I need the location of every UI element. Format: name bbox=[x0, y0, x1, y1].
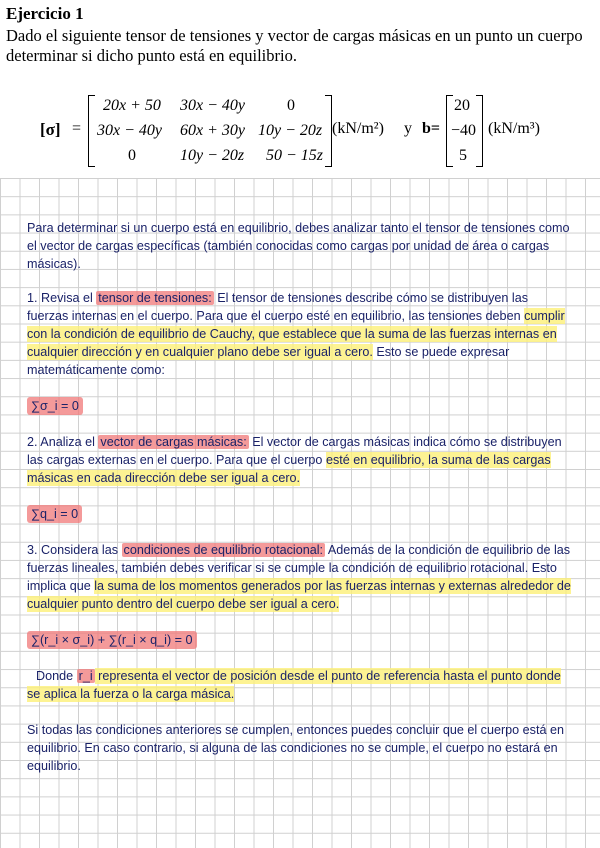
matrix-cell: 0 bbox=[287, 97, 295, 114]
stress-unit: (kN/m²) bbox=[332, 120, 384, 137]
matrix-cell: 60x + 30y bbox=[180, 122, 245, 139]
conclusion-paragraph: Si todas las condiciones anteriores se cumplen, entonces puedes concluir que el cuerpo está en equilibrio. En caso contrario, si alguna de las condiciones no se cumple, el cuerpo no estará en equilibrio. bbox=[27, 723, 564, 773]
matrix-cell: 20x + 50 bbox=[103, 97, 161, 114]
step-1-text: El tensor de tensiones describe cómo se distribuyen las fuerzas internas en el cuerpo. Para que el cuerpo esté en equilibrio, las tensiones deben bbox=[27, 291, 529, 323]
equals-sign: = bbox=[72, 120, 82, 137]
matrix-left-bracket bbox=[88, 95, 95, 167]
vector-right-bracket bbox=[476, 95, 483, 167]
vector-cell: −40 bbox=[451, 122, 477, 139]
vector-cell: 5 bbox=[459, 147, 467, 164]
step-2-term: vector de cargas másicas: bbox=[100, 435, 247, 449]
step-1-suffix: Esto se puede expresar matemáticamente como: bbox=[27, 345, 510, 377]
step-3-highlight: la suma de los momentos generados por las fuerzas internas y externas alrededor de cualquier punto dentro del cuerpo debe ser igual a cero. bbox=[27, 579, 571, 611]
intro-paragraph: Para determinar si un cuerpo está en equilibrio, debes analizar tanto el tensor de tensiones como el vector de cargas específicas (también conocidas como cargas por unidad de área o cargas másicas). bbox=[27, 221, 570, 271]
load-unit: (kN/m³) bbox=[488, 120, 540, 137]
matrix-cell: 0 bbox=[128, 147, 136, 164]
step-3-term: condiciones de equilibrio rotacional: bbox=[123, 543, 324, 557]
step-1-prefix: 1. Revisa el bbox=[27, 291, 97, 305]
matrix-right-bracket bbox=[325, 95, 332, 167]
step-2-text: El vector de cargas másicas indica cómo se distribuyen las cargas externas en el cuerpo. Para que el cuerpo bbox=[27, 435, 562, 467]
formula-load-sum: ∑q_i = 0 bbox=[27, 505, 82, 523]
step-1-paragraph bbox=[27, 289, 572, 379]
exercise-header bbox=[0, 0, 600, 178]
sigma-label: [σ] bbox=[40, 120, 61, 139]
step-2-paragraph bbox=[27, 433, 572, 487]
matrix-cell: 30x − 40y bbox=[180, 97, 245, 114]
step-2-highlight: esté en equilibrio, la suma de las cargas másicas en cada dirección debe ser igual a cero. bbox=[27, 453, 551, 485]
matrix-cell: 30x − 40y bbox=[97, 122, 162, 139]
formula-moment-sum: ∑(r_i × σ_i) + ∑(r_i × q_i) = 0 bbox=[27, 631, 197, 649]
step-3-paragraph bbox=[27, 541, 572, 613]
exercise-title: Ejercicio 1 bbox=[6, 4, 84, 23]
step-4-prefix: Donde bbox=[36, 669, 77, 683]
position-vector-term: r_i bbox=[78, 669, 93, 683]
matrix-cell: 50 − 15z bbox=[266, 147, 324, 164]
step-2-prefix: 2. Analiza el bbox=[27, 435, 99, 449]
step-4-highlight: representa el vector de posición desde el punto de referencia hasta el punto donde se aplica la fuerza o la carga másica. bbox=[27, 669, 561, 701]
formula-stress-sum: ∑σ_i = 0 bbox=[27, 397, 83, 415]
step-1-highlight: cumplir con la condición de equilibrio de Cauchy, que establece que la suma de las fuerzas internas en cualquier dirección y en cualquier plano debe ser igual a cero. bbox=[27, 309, 565, 359]
step-4-paragraph bbox=[27, 667, 572, 703]
vector-cell: 20 bbox=[454, 97, 470, 114]
step-3-text: Además de la condición de equilibrio de las fuerzas lineales, también debes verificar si se cumple la condición de equilibrio rotacional. Esto implica que bbox=[27, 543, 571, 593]
matrix-cell: 10y − 20z bbox=[180, 147, 245, 164]
step-3-prefix: 3. Considera las bbox=[27, 543, 122, 557]
conjunction: y bbox=[404, 120, 412, 137]
step-1-term: tensor de tensiones: bbox=[98, 291, 212, 305]
matrix-cell: 10y − 20z bbox=[258, 122, 323, 139]
exercise-statement: Dado el siguiente tensor de tensiones y vector de cargas másicas en un punto un cuerpo determinar si dicho punto está en equilibrio. bbox=[6, 26, 583, 65]
b-label: b= bbox=[422, 120, 441, 137]
